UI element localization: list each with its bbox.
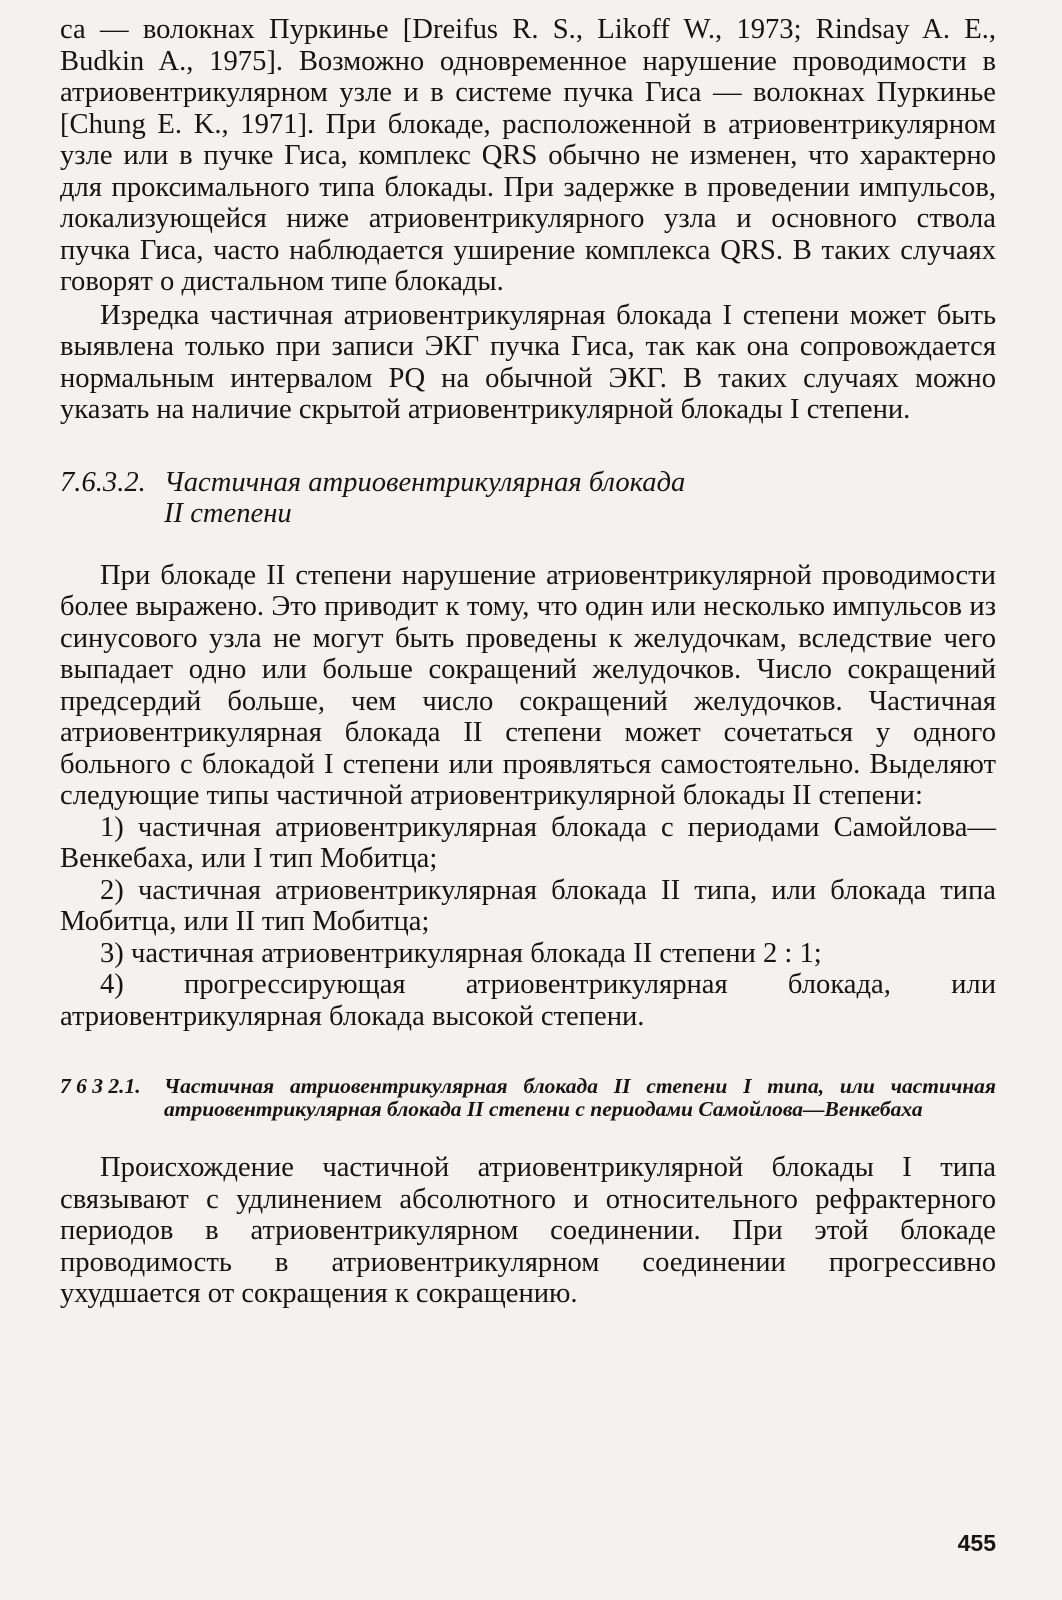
- section-title-line2: II степени: [164, 497, 292, 529]
- list-item: 4) прогрессирующая атриовентрикулярная блокада, или атриовентрикулярная блокада высокой степени.: [60, 969, 996, 1032]
- section-heading-7632: [60, 467, 996, 529]
- section-title-line1: Частичная атриовентрикулярная блокада: [164, 466, 686, 498]
- subsection-body-paragraph: Происхождение частичной атриовентрикулярной блокады I типа связывают с удлинением абсолютного и относительного рефрактерного периодов в атриовентрикулярном соединении. При этой блокаде проводимость в атриовентрикулярном соединении прогрессивно ухудшается от сокращения к сокращению.: [60, 1152, 996, 1309]
- section-number: 7.6.3.2.: [60, 466, 146, 498]
- list-item: 3) частичная атриовентрикулярная блокада II степени 2 : 1;: [100, 937, 822, 969]
- paragraph-continuation: са — волокнах Пуркинье [Dreifus R. S., Likoff W., 1973; Rindsay A. E., Budkin A., 1975]. Возможно одновременное нарушение проводимости в атриовентрикулярном узле и в системе пучка Гиса — волокнах Пуркинье [Chung E. K., 1971]. При блокаде, расположенной в атриовентрикулярном узле или в пучке Гиса, комплекс QRS обычно не изменен, что характерно для проксимального типа блокады. При задержке в проведении импульсов, локализующейся ниже атриовентрикулярного узла и основного ствола пучка Гиса, часто наблюдается уширение комплекса QRS. В таких случаях говорят о дистальном типе блокады.: [60, 14, 996, 297]
- paragraph-hidden-block: Изредка частичная атриовентрикулярная блокада I степени может быть выявлена только при записи ЭКГ пучка Гиса, так как она сопровождается нормальным интервалом PQ на обычной ЭКГ. В таких случаях можно указать на наличие скрытой атриовентрикулярной блокады I степени.: [60, 299, 996, 425]
- section-intro-paragraph: При блокаде II степени нарушение атриовентрикулярной проводимости более выражено. Это приводит к тому, что один или несколько импульсов из синусового узла не могут быть проведены к желудочкам, вследствие чего выпадает одно или больше сокращений желудочков. Число сокращений предсердий больше, чем число сокращений желудочков. Частичная атриовентрикулярная блокада II степени может сочетаться у одного больного с блокадой I степени или проявляться самостоятельно. Выделяют следующие типы частичной атриовентрикулярной блокады II степени:: [60, 559, 996, 811]
- subsection-heading-76321: [60, 1075, 996, 1121]
- list-item: 1) частичная атриовентрикулярная блокада с периодами Самойлова—Венкебаха, или I тип Мобитца;: [60, 811, 996, 874]
- subsection-number: 7 6 3 2.1.: [60, 1074, 141, 1098]
- subsection-title: Частичная атриовентрикулярная блокада II степени I типа, или частичная атриовентрикулярная блокада II степени с периодами Самойлова—Венкебаха: [164, 1074, 996, 1121]
- list-item: 2) частичная атриовентрикулярная блокада II типа, или блокада типа Мобитца, или II тип Мобитца;: [60, 874, 996, 937]
- page-content: [60, 14, 996, 1310]
- page-number: 455: [957, 1530, 996, 1556]
